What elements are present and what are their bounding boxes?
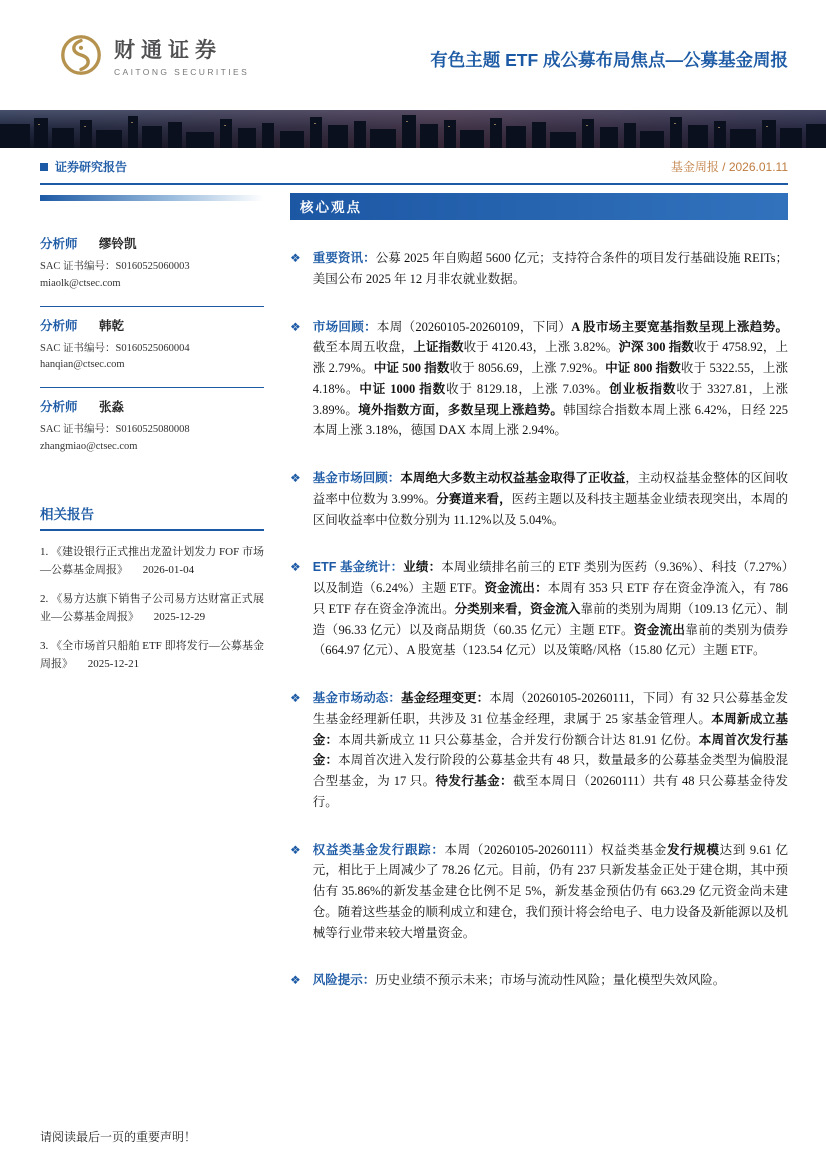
related-reports-list (40, 543, 264, 674)
core-point (290, 688, 788, 813)
core-point-text: 基金市场回顾：本周绝大多数主动权益基金取得了正收益，主动权益基金整体的区间收益率中位数为 3.99%。分赛道来看，医药主题以及科技主题基金业绩表现突出，本周的区间收益率中位数分别为 11.12%以及 5.04%。 (312, 471, 788, 527)
analyst-block (40, 307, 264, 389)
related-report-title: 2. 《易方达旗下销售子公司易方达财富正式展业—公募基金周报》 (40, 593, 264, 624)
analyst-cert: SAC 证书编号：S0160525080008 (40, 424, 190, 436)
meta-row (0, 148, 826, 183)
report-type-date: 基金周报 / 2026.01.11 (670, 160, 788, 174)
related-report-item (40, 590, 264, 626)
core-point (290, 317, 788, 442)
analyst-cert: SAC 证书编号：S0160525060003 (40, 261, 190, 272)
diamond-bullet-icon: ❖ (290, 319, 301, 334)
core-views-header: 核心观点 (290, 193, 788, 220)
city-skyline-image (0, 110, 826, 148)
core-point-text: 市场回顾：本周（20260105-20260109，下同）A 股市场主要宽基指数呈现上涨趋势。截至本周五收盘，上证指数收于 4120.43，上涨 3.82%。沪深 300 指数收于 4758.92，上涨 2.79%。中证 500 指数收于 8056.69，上涨 7.92%。中证 800 指数收于 5322.55，上涨 4.18%。中证 1000 指数收于 8129.18，上涨 7.03%。创业板指数收于 3327.81，上涨 3.89%。境外指数方面，多数呈现上涨趋势。韩国综合指数本周上涨 6.42%，日经 225 本周上涨 3.18%，德国 DAX 本周上涨 2.94%。 (312, 319, 788, 438)
related-report-date: 2025-12-29 (153, 611, 206, 624)
analyst-block (40, 388, 264, 469)
analyst-head (40, 397, 264, 415)
diamond-bullet-icon: ❖ (290, 842, 301, 857)
related-report-date: 2026-01-04 (142, 563, 195, 576)
analyst-name: 韩乾 (99, 318, 125, 333)
core-point-text: 权益类基金发行跟踪：本周（20260105-20260111）权益类基金发行规模达到 9.61 亿元，相比于上周减少了 78.26 亿元。目前，仍有 237 只新发基金正处于建仓期，其中预估有 35.86%的新发基金建仓比例不足 5%，新发基金预估仍有 663.29 亿元资金尚未建仓。随着这些基金的顺利成立和建仓，我们预计将会给电子、电力设备及新能源以及机械等行业带来较大增量资金。 (312, 842, 788, 940)
analyst-email: hanqian@ctsec.com (40, 359, 125, 371)
content-columns (0, 185, 826, 1018)
analyst-role: 分析师 (40, 400, 78, 415)
company-logo-icon (58, 32, 104, 78)
analyst-name: 张淼 (99, 400, 125, 415)
related-report-date: 2025-12-21 (87, 658, 140, 671)
related-report-item (40, 543, 264, 579)
analyst-cert: SAC 证书编号：S0160525060004 (40, 342, 190, 354)
core-point (290, 970, 788, 991)
core-point (290, 248, 788, 290)
core-points-list (290, 248, 788, 991)
company-logo (58, 32, 249, 78)
analyst-head (40, 234, 264, 252)
core-point-text: 重要资讯：公募 2025 年自购超 5600 亿元；支持符合条件的项目发行基础设施 REITs；美国公布 2025 年 12 月非农就业数据。 (312, 251, 788, 286)
diamond-bullet-icon: ❖ (290, 691, 301, 705)
diamond-bullet-icon: ❖ (290, 471, 301, 485)
analyst-role: 分析师 (40, 237, 78, 251)
core-point (290, 468, 788, 530)
sidebar-accent-bar (40, 195, 264, 201)
footer-disclaimer: 请阅读最后一页的重要声明！ (40, 1130, 197, 1144)
analyst-name: 缪铃凯 (99, 237, 137, 251)
analyst-block (40, 225, 264, 307)
analyst-role: 分析师 (40, 318, 78, 333)
company-name-cn: 财通证券 (114, 38, 222, 62)
report-title: 有色主题 ETF 成公募布局焦点—公募基金周报 (430, 49, 788, 70)
related-reports-title: 相关报告 (40, 503, 264, 531)
core-point (290, 840, 788, 944)
related-report-item (40, 637, 264, 673)
related-report-title: 1. 《建设银行正式推出龙盈计划发力 FOF 市场—公募基金周报》 (40, 545, 264, 576)
report-series-label: 证券研究报告 (55, 160, 128, 174)
company-name-en: CAITONG SECURITIES (114, 66, 250, 77)
report-series (40, 158, 127, 175)
report-header (0, 0, 826, 90)
blue-square-icon (40, 163, 48, 171)
core-point-text: ETF 基金统计：业绩：本周业绩排名前三的 ETF 类别为医药（9.36%）、科技（7.27%）以及制造（6.24%）主题 ETF。资金流出：本周有 353 只 ETF 存在资金净流入，有 786 只 ETF 存在资金净流出。分类别来看，资金流入靠前的类别为周期（109.13 亿元）、制造（96.33 亿元）以及商品期货（60.35 亿元）主题 ETF。资金流出靠前的类别为债券（664.97 亿元）、A 股宽基（123.54 亿元）以及策略/风格（15.80 亿元）主题 ETF。 (312, 560, 788, 658)
core-point-text: 风险提示：历史业绩不预示未来；市场与流动性风险；量化模型失效风险。 (312, 973, 726, 988)
diamond-bullet-icon: ❖ (290, 973, 301, 988)
related-report-title: 3. 《全市场首只船舶 ETF 即将发行—公募基金周报》 (40, 640, 264, 671)
core-point (290, 557, 788, 661)
diamond-bullet-icon: ❖ (290, 251, 301, 265)
core-point-text: 基金市场动态：基金经理变更：本周（20260105-20260111，下同）有 32 只公募基金发生基金经理新任职，共涉及 31 位基金经理，隶属于 25 家基金管理人。本周新成立基金：本周共新成立 11 只公募基金，合并发行份额合计达 81.91 亿份。本周首次发行基金：本周首次进入发行阶段的公募基金共有 48 只，数量最多的公募基金类型为偏股混合型基金，为 17 只。待发行基金：截至本周日（20260111）共有 48 只公募基金待发行。 (312, 691, 788, 809)
diamond-bullet-icon: ❖ (290, 560, 301, 575)
main-content (290, 193, 788, 1018)
analyst-email: miaolk@ctsec.com (40, 277, 121, 289)
company-logo-text (114, 34, 249, 77)
sidebar (40, 193, 264, 1018)
analyst-head (40, 316, 264, 334)
city-skyline-banner (0, 110, 826, 148)
analyst-email: zhangmiao@ctsec.com (40, 440, 138, 452)
